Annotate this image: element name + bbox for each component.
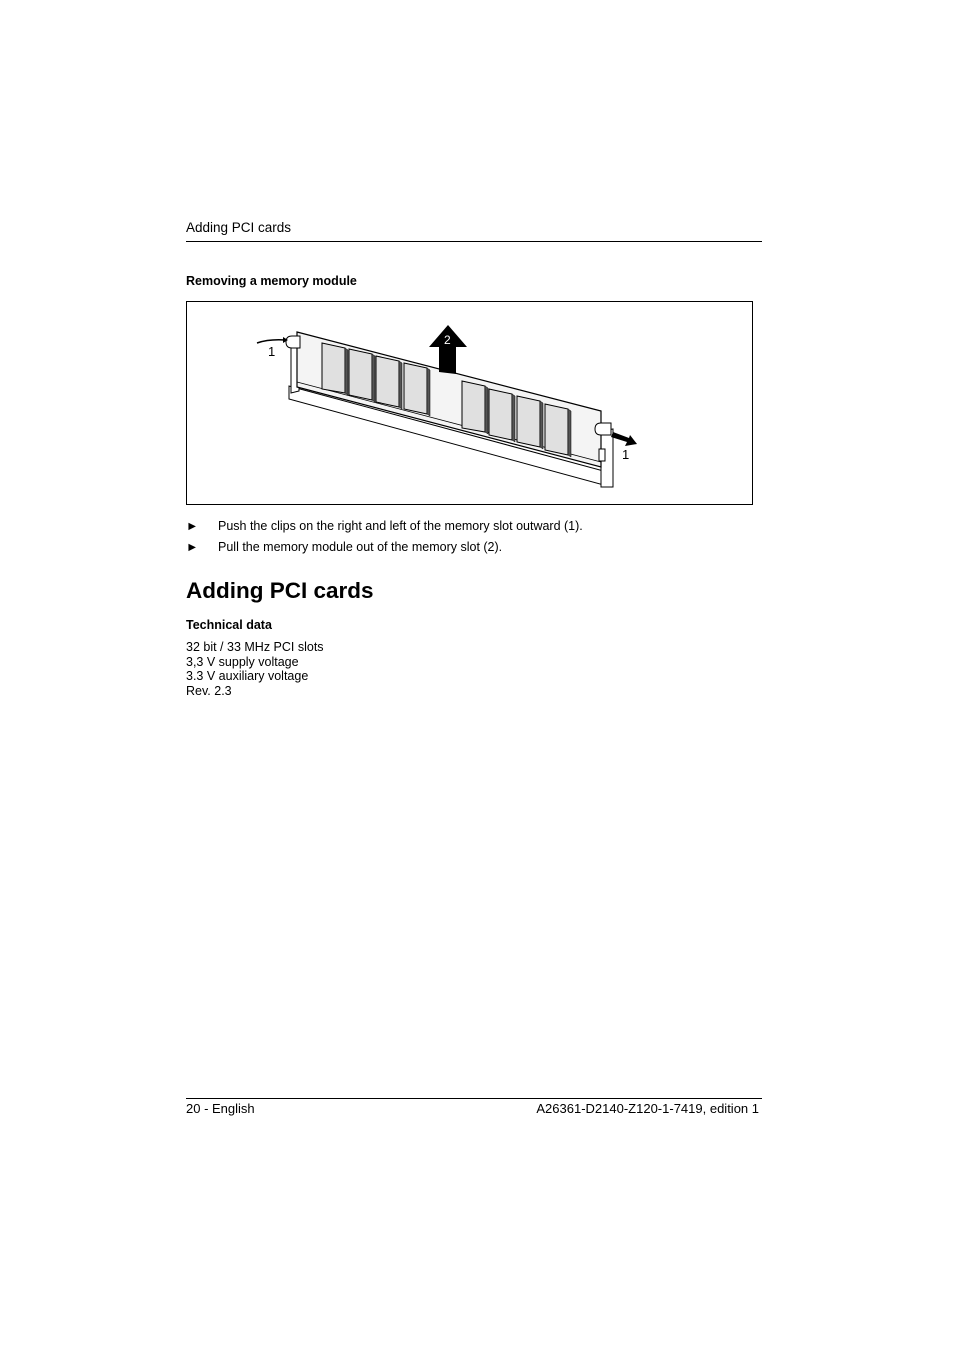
- memory-removal-heading: Removing a memory module: [186, 274, 357, 288]
- label-lift: 2: [444, 333, 451, 347]
- header-rule: [186, 241, 762, 242]
- label-clip-left: 1: [268, 344, 276, 359]
- spec-line: 3.3 V auxiliary voltage: [186, 669, 309, 683]
- clip-left: [257, 336, 300, 348]
- running-header: Adding PCI cards: [186, 220, 292, 235]
- footer-page-label: 20 - English: [186, 1101, 255, 1116]
- footer-document-id: A26361-D2140-Z120-1-7419, edition 1: [536, 1101, 759, 1116]
- technical-data-list: [186, 640, 324, 698]
- step-1: [186, 519, 583, 533]
- spec-line: 32 bit / 33 MHz PCI slots: [186, 640, 324, 654]
- memory-module-illustration: [187, 302, 752, 504]
- footer-rule: [186, 1098, 762, 1099]
- label-clip-right: 1: [622, 447, 630, 462]
- bullet-marker: ►: [186, 540, 199, 554]
- step-2: [186, 540, 502, 554]
- step-text: Push the clips on the right and left of the memory slot outward (1).: [218, 519, 583, 533]
- technical-data-heading: Technical data: [186, 618, 272, 632]
- section-title: Adding PCI cards: [186, 578, 374, 603]
- step-text: Pull the memory module out of the memory slot (2).: [218, 540, 503, 554]
- spec-line: 3,3 V supply voltage: [186, 654, 299, 669]
- memory-module-figure: [186, 301, 753, 505]
- spec-line: Rev. 2.3: [186, 683, 232, 698]
- bullet-marker: ►: [186, 519, 199, 533]
